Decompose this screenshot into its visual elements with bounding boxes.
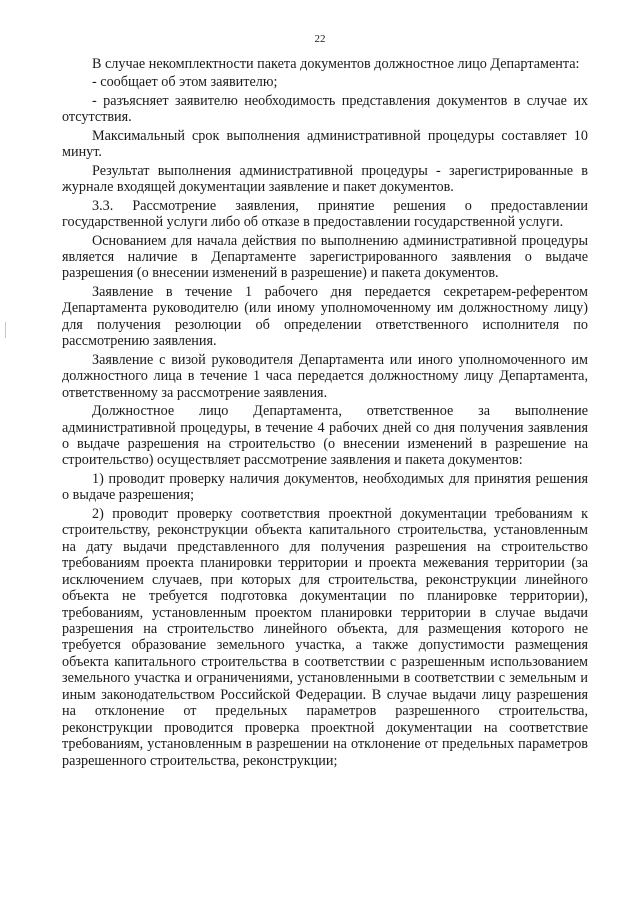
document-text xyxy=(62,56,588,771)
paragraph-explain-necessity: - разъясняет заявителю необходимость представления документов в случае их отсутствия. xyxy=(62,92,588,126)
section-heading-3-3: 3.3. Рассмотрение заявления, принятие решения о предоставлении государственной услуги либо об отказе в предоставлении государственной услуги. xyxy=(62,197,588,231)
paragraph-basis: Основанием для начала действия по выполнению административной процедуры является наличие в Департаменте зарегистрированного заявления о выдаче разрешения (о внесении изменений в разрешение) и пакета документов. xyxy=(62,232,588,282)
paragraph-inform-applicant: - сообщает об этом заявителю; xyxy=(92,74,278,91)
list-item-2: 2) проводит проверку соответствия проектной документации требованиям к строительству, реконструкции объекта капитального строительства, установленным на дату выдачи представленного для получения разрешения на строительство требованиям проекта планировки территории и проекта межевания территории (за исключением случаев, при которых для строительства, реконструкции линейного объекта не требуется подготовка документации по планировке территории), требованиям, установленным проектом планировки территории в случае выдачи разрешения на строительство линейного объекта, для размещения которого не требуется образование земельного участка, а также допустимости размещения объекта капитального строительства в соответствии с разрешенным использованием земельного участка и ограничениями, установленными в соответствии с земельным и иным законодательством Российской Федерации. В случае выдачи лицу разрешения на отклонение от предельных параметров разрешенного строительства, реконструкции проводится проверка проектной документации на соответствие требованиям, установленным в разрешении на отклонение от предельных параметров разрешенного строительства, реконструкции; xyxy=(62,505,588,769)
margin-mark xyxy=(5,322,6,338)
page-number: 22 xyxy=(314,33,326,45)
paragraph-max-duration: Максимальный срок выполнения административной процедуры составляет 10 минут. xyxy=(62,127,588,161)
paragraph-incomplete-package: В случае некомплектности пакета документов должностное лицо Департамента: xyxy=(92,56,580,72)
paragraph-procedure-result: Результат выполнения административной процедуры - зарегистрированные в журнале входящей документации заявление и пакет документов. xyxy=(62,162,588,196)
paragraph-review-duties: Должностное лицо Департамента, ответственное за выполнение административной процедуры, в течение 4 рабочих дней со дня получения заявления о выдаче разрешения на строительство (о внесении изменений в разрешение на строительство) осуществляет рассмотрение заявления и пакета документов: xyxy=(62,403,588,469)
list-item-1: 1) проводит проверку наличия документов, необходимых для принятия решения о выдаче разрешения; xyxy=(62,470,588,504)
paragraph-visa-transfer: Заявление с визой руководителя Департамента или иного уполномоченного им должностного лица в течение 1 часа передается должностному лицу Департамента, ответственному за рассмотрение заявления. xyxy=(62,351,588,401)
paragraph-transfer-to-head: Заявление в течение 1 рабочего дня передается секретарем-референтом Департамента руководителю (или иному уполномоченному им должностному лицу) для получения резолюции об определении ответственного исполнителя по рассмотрению заявления. xyxy=(62,283,588,350)
